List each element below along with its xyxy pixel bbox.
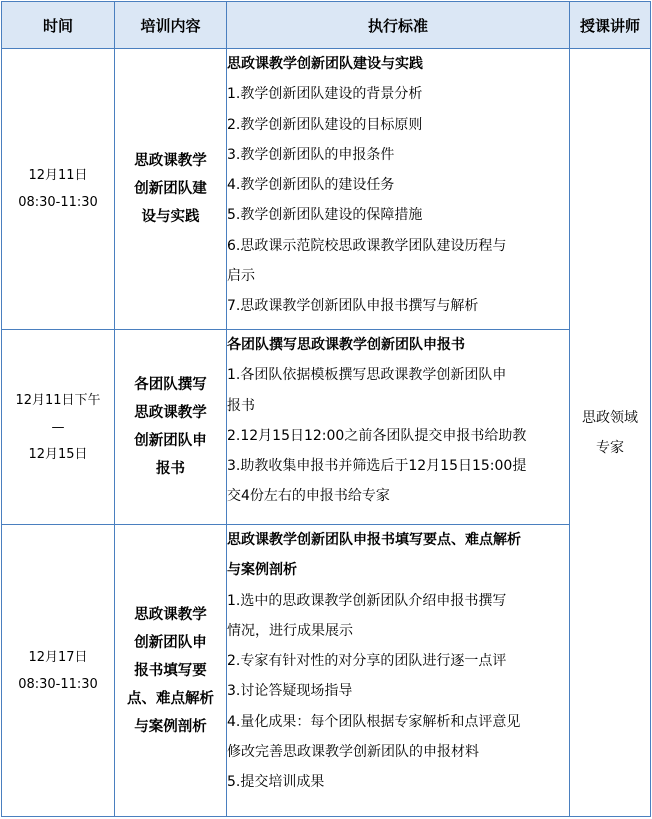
- standard-item: 修改完善思政课教学创新团队的申报材料: [227, 744, 479, 761]
- standard-cell: [227, 525, 570, 817]
- table-row: [2, 330, 651, 525]
- topic-line: 报书填写要: [134, 662, 207, 679]
- standard-item: 7.思政课教学创新团队申报书撰写与解析: [227, 298, 479, 315]
- standard-title: 思政课教学创新团队建设与实践: [227, 56, 423, 72]
- table-row: [2, 49, 651, 330]
- time-line: 12月15日: [28, 446, 88, 462]
- topic-line: 报书: [156, 461, 185, 477]
- topic-cell: [115, 49, 227, 330]
- topic-line: 与案例剖析: [134, 718, 207, 735]
- time-cell: [2, 525, 115, 817]
- training-schedule-table: [1, 1, 651, 817]
- standard-item: 1.各团队依据模板撰写思政课教学创新团队申: [227, 367, 507, 384]
- standard-item: 启示: [227, 268, 255, 285]
- header-teacher: 授课讲师: [570, 2, 651, 49]
- time-cell: [2, 49, 115, 330]
- topic-line: 创新团队建: [134, 181, 207, 197]
- header-topic: 培训内容: [115, 2, 227, 49]
- standard-title: 与案例剖析: [227, 562, 297, 579]
- standard-title: 各团队撰写思政课教学创新团队申报书: [227, 337, 465, 353]
- table-row: [2, 525, 651, 817]
- standard-item: 交4份左右的申报书给专家: [227, 488, 390, 505]
- standard-cell: [227, 49, 570, 330]
- topic-cell: [115, 330, 227, 525]
- standard-item: 2.教学创新团队建设的目标原则: [227, 116, 423, 133]
- header-time: 时间: [2, 2, 115, 49]
- topic-line: 思政课教学: [134, 606, 207, 623]
- standard-item: 3.教学创新团队的申报条件: [227, 146, 395, 163]
- standard-item: 5.教学创新团队建设的保障措施: [227, 207, 423, 224]
- standard-title: 思政课教学创新团队申报书填写要点、难点解析: [227, 532, 521, 548]
- standard-item: 4.教学创新团队的建设任务: [227, 177, 395, 194]
- time-line: 12月11日下午: [15, 392, 101, 408]
- teacher-line: 专家: [596, 439, 624, 456]
- standard-item: 5.提交培训成果: [227, 774, 325, 791]
- standard-item: 4.量化成果：每个团队根据专家解析和点评意见: [227, 713, 521, 730]
- topic-line: 思政课教学: [134, 153, 207, 169]
- standard-item: 1.教学创新团队建设的背景分析: [227, 86, 423, 103]
- teacher-cell: [570, 49, 651, 817]
- standard-item: 报书: [227, 397, 255, 414]
- time-line: 08:30-11:30: [18, 195, 98, 210]
- standard-cell: [227, 330, 570, 525]
- topic-line: 点、难点解析: [127, 690, 214, 707]
- topic-cell: [115, 525, 227, 817]
- standard-item: 3.讨论答疑现场指导: [227, 683, 353, 700]
- topic-line: 创新团队申: [134, 634, 207, 651]
- standard-item: 1.选中的思政课教学创新团队介绍申报书撰写: [227, 592, 507, 609]
- header-row: [2, 2, 651, 49]
- standard-item: 2.专家有针对性的对分享的团队进行逐一点评: [227, 653, 507, 670]
- topic-line: 创新团队申: [134, 433, 207, 449]
- header-standard: 执行标准: [227, 2, 570, 49]
- time-line: 08:30-11:30: [18, 676, 98, 692]
- time-line: 12月17日: [28, 649, 88, 665]
- standard-item: 情况，进行成果展示: [227, 622, 353, 639]
- time-line: —: [51, 419, 65, 435]
- time-line: 12月11日: [28, 168, 88, 183]
- standard-item: 6.思政课示范院校思政课教学团队建设历程与: [227, 237, 507, 254]
- topic-line: 设与实践: [141, 209, 200, 225]
- time-cell: [2, 330, 115, 525]
- standard-item: 2.12月15日12:00之前各团队提交申报书给助教: [227, 427, 527, 444]
- standard-item: 3.助教收集申报书并筛选后于12月15日15:00提: [227, 458, 527, 475]
- topic-line: 各团队撰写: [134, 377, 207, 393]
- teacher-line: 思政领域: [582, 409, 638, 426]
- topic-line: 思政课教学: [134, 405, 207, 421]
